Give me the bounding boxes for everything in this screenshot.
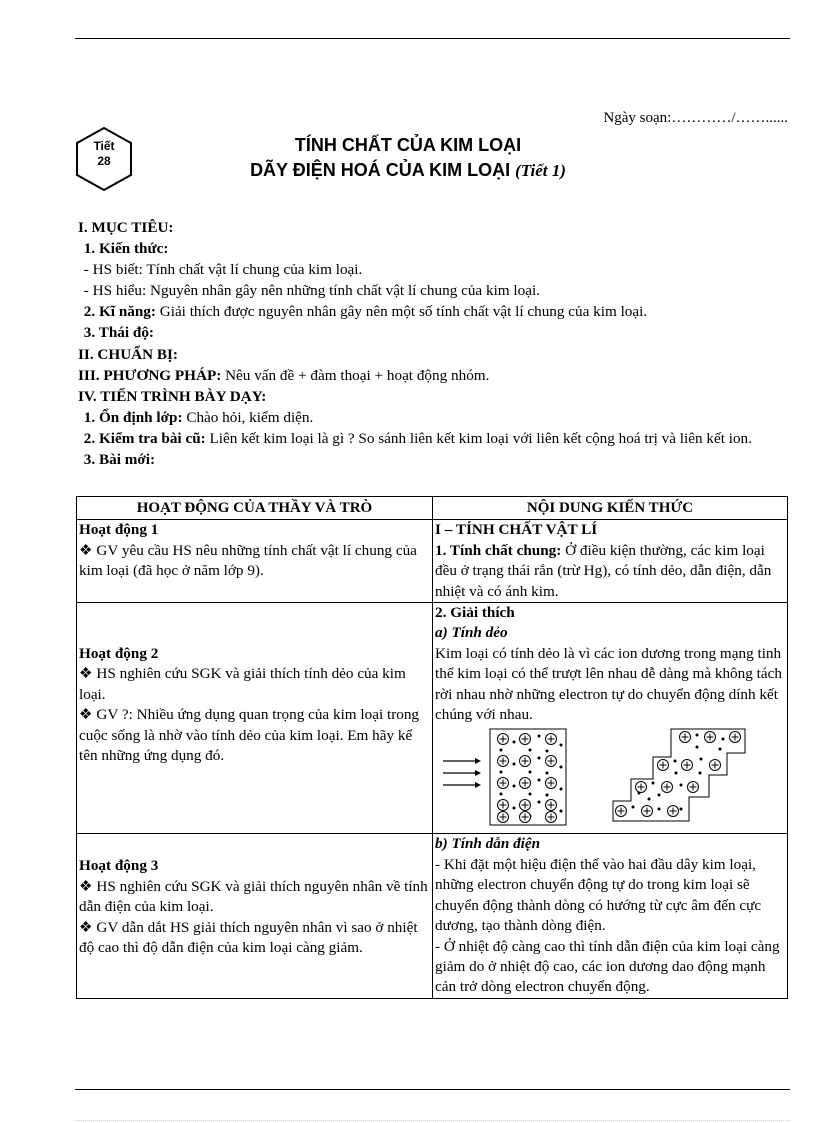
- kiem-tra-label: 2. Kiểm tra bài cũ:: [83, 429, 206, 447]
- lesson-body: [78, 217, 790, 470]
- electron-dot: [560, 766, 563, 769]
- table-row: [77, 603, 788, 834]
- section-tien-trinh: IV. TIẾN TRÌNH BÀY DẠY:: [78, 387, 267, 405]
- activity-item: ❖ GV ?: Nhiều ứng dụng quan trọng của kim loại trong cuộc sống là nhờ vào tính dẻo của kim loại. Em hãy kể tên những ứng dụng đó.: [79, 706, 420, 765]
- electron-dot: [696, 734, 699, 737]
- ductility-diagram: [435, 725, 785, 833]
- phuong-phap-text: Nêu vấn đề + đàm thoại + hoạt động nhóm.: [221, 366, 490, 384]
- activity-cell-1: [77, 520, 433, 603]
- page-title-line1: TÍNH CHẤT CỦA KIM LOẠI: [294, 135, 522, 155]
- ki-nang-label: 2. Kĩ năng:: [83, 303, 156, 321]
- col2-header: NỘI DUNG KIẾN THỨC: [433, 497, 788, 520]
- electron-dot: [513, 807, 516, 810]
- electron-dot: [513, 741, 516, 744]
- electron-dot: [513, 763, 516, 766]
- footer-dotted-rule: [75, 1120, 790, 1121]
- activity-item: ❖ GV dẫn dắt HS giải thích nguyên nhân vì sao ở nhiệt độ cao thì độ dẫn điện của kim loại càng giảm.: [79, 918, 418, 957]
- content-text: Kim loại có tính dẻo là vì các ion dương trong mạng tinh thể kim loại có thể trượt lên nhau dễ dàng mà không tách rời nhau nhờ những electron tự do chuyển động dính kết chúng với nhau.: [435, 644, 782, 724]
- electron-dot: [680, 808, 683, 811]
- phuong-phap: [78, 365, 790, 386]
- electron-dot: [674, 760, 677, 763]
- page-title-line2: [0, 160, 816, 181]
- content-cell-2: [433, 603, 788, 834]
- activity-item: ❖ HS nghiên cứu SGK và giải thích nguyên nhân về tính dẫn điện của kim loại.: [79, 877, 428, 916]
- electron-dot: [538, 779, 541, 782]
- on-dinh-text: Chào hỏi, kiểm diện.: [182, 408, 314, 426]
- kiem-tra-text: Liên kết kim loại là gì ? So sánh liên kết kim loại với liên kết cộng hoá trị và liên kết ion.: [205, 429, 752, 447]
- electron-dot: [680, 784, 683, 787]
- electron-dot: [560, 810, 563, 813]
- electron-dot: [529, 793, 532, 796]
- electron-dot: [513, 785, 516, 788]
- hs-hieu: [78, 280, 790, 301]
- electron-dot: [658, 794, 661, 797]
- bottom-rule: [75, 1089, 790, 1090]
- ki-nang: [78, 301, 790, 322]
- electron-dot: [700, 758, 703, 761]
- activity-cell-2: [77, 603, 433, 834]
- electron-dot: [675, 772, 678, 775]
- electron-dot: [696, 746, 699, 749]
- ki-nang-text: Giải thích được nguyên nhân gây nên một số tính chất vật lí chung của kim loại.: [155, 303, 648, 321]
- lattice-diagram: [435, 725, 785, 833]
- date-label: Ngày soạn:…………/……......: [603, 110, 788, 126]
- phuong-phap-label: III. PHƯƠNG PHÁP:: [78, 366, 222, 384]
- lesson-badge-number: 28: [97, 154, 111, 168]
- electron-dot: [699, 772, 702, 775]
- top-rule: [75, 38, 790, 39]
- electron-dot: [500, 793, 503, 796]
- section-thai-do: 3. Thái độ:: [83, 324, 154, 342]
- arrowhead: [475, 782, 481, 788]
- table-header-row: [77, 497, 788, 520]
- activity-title: Hoạt động 1: [79, 521, 159, 539]
- electron-dot: [500, 749, 503, 752]
- electron-dot: [560, 744, 563, 747]
- electron-dot: [648, 798, 651, 801]
- activity-cell-3: [77, 834, 433, 998]
- activity-item: ❖ HS nghiên cứu SGK và giải thích tính dẻo của kim loại.: [79, 665, 406, 703]
- activity-title: Hoạt động 3: [79, 857, 159, 875]
- arrowhead: [475, 770, 481, 776]
- electron-dot: [719, 748, 722, 751]
- electron-dot: [658, 808, 661, 811]
- section-bai-moi: 3. Bài mới:: [83, 451, 156, 469]
- activity-title: Hoạt động 2: [79, 645, 159, 663]
- electron-dot: [652, 782, 655, 785]
- content-cell-3: [433, 834, 788, 998]
- col1-header: HOẠT ĐỘNG CỦA THẦY VÀ TRÒ: [77, 497, 433, 520]
- hs-hieu-text: - HS hiểu: Nguyên nhân gây nên những tính chất vật lí chung của kim loại.: [83, 282, 540, 300]
- content-text: - Khi đặt một hiệu điện thế vào hai đầu dây kim loại, những electron chuyển động tự do trong kim loại sẽ chuyển động thành dòng có hướng từ cực âm đến cực dương, tạo thành dòng điện.: [435, 855, 762, 935]
- content-text: - Ở nhiệt độ càng cao thì tính dẫn điện của kim loại càng giảm do ở nhiệt độ cao, các ion dương dao động mạnh cản trở dòng electron chuyển động.: [435, 937, 780, 996]
- electron-dot: [560, 788, 563, 791]
- content-title: 2. Giải thích: [435, 604, 515, 622]
- electron-dot: [500, 771, 503, 774]
- content-title: I – TÍNH CHẤT VẬT LÍ: [435, 521, 598, 539]
- lesson-badge-label: Tiết: [93, 139, 115, 153]
- content-subtitle: b) Tính dẫn điện: [435, 835, 541, 853]
- electron-dot: [538, 735, 541, 738]
- table-row: [77, 520, 788, 603]
- electron-dot: [529, 771, 532, 774]
- content-paragraph: [435, 541, 785, 602]
- section-kien-thuc: 1. Kiến thức:: [83, 240, 169, 258]
- activity-table: [76, 496, 788, 999]
- section-chuan-bi: II. CHUẨN BỊ:: [78, 345, 178, 363]
- electron-dot: [538, 801, 541, 804]
- electron-dot: [538, 757, 541, 760]
- electron-dot: [722, 738, 725, 741]
- hs-biet-text: - HS biết: Tính chất vật lí chung của kim loại.: [83, 261, 363, 279]
- content-cell-1: [433, 520, 788, 603]
- page-title-suffix: (Tiết 1): [515, 161, 566, 180]
- electron-dot: [546, 794, 549, 797]
- kiem-tra: [78, 428, 790, 449]
- content-subtitle: a) Tính dẻo: [435, 624, 508, 642]
- content-text: Ở điều kiện thường, các kim loại đều ở trạng thái rắn (trừ Hg), có tính dẻo, dẫn điện, dẫn nhiệt và có ánh kim.: [435, 541, 772, 600]
- on-dinh: [78, 407, 790, 428]
- table-row: [77, 834, 788, 998]
- activity-item: ❖ GV yêu cầu HS nêu những tính chất vật lí chung của kim loại (đã học ở năm lớp 9).: [79, 541, 417, 580]
- section-muc-tieu: I. MỤC TIÊU:: [78, 219, 174, 236]
- hs-biet: [78, 259, 790, 280]
- electron-dot: [546, 772, 549, 775]
- on-dinh-label: 1. Ổn định lớp:: [83, 408, 183, 426]
- electron-dot: [546, 750, 549, 753]
- arrowhead: [475, 758, 481, 764]
- electron-dot: [632, 806, 635, 809]
- page-title-line2-text: DÃY ĐIỆN HOÁ CỦA KIM LOẠI: [250, 160, 511, 180]
- content-label: 1. Tính chất chung:: [435, 541, 562, 559]
- electron-dot: [638, 792, 641, 795]
- electron-dot: [529, 749, 532, 752]
